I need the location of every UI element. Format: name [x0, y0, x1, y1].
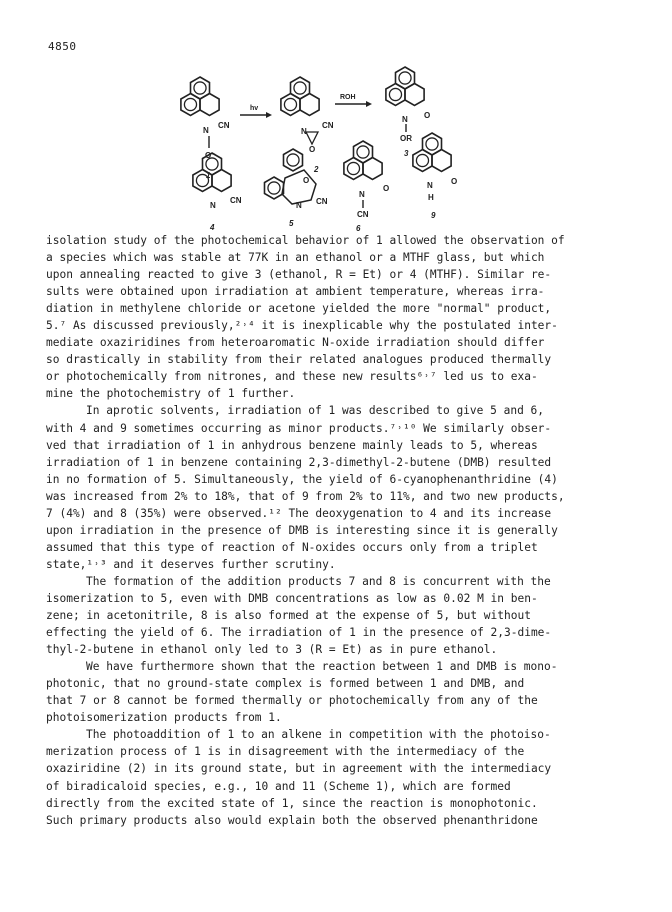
compound-5-ring-seven — [282, 170, 316, 204]
compound-4-n-label: N — [210, 201, 216, 210]
text-line: upon annealing reacted to give 3 (ethanol, R = Et) or 4 (MTHF). Similar re- — [46, 268, 552, 282]
compound-2-number: 2 — [314, 165, 319, 174]
page-number: 4850 — [48, 40, 77, 53]
text-line: with 4 and 9 sometimes occurring as minor products.⁷˒¹⁰ We similarly obser- — [46, 421, 552, 435]
compound-6-ring-left-aromatic-circle — [347, 162, 359, 174]
text-line: photoisomerization products from 1. — [46, 711, 282, 725]
text-line: 7 (4%) and 8 (35%) were observed.¹² The deoxygenation to 4 and its increase — [46, 506, 552, 520]
compound-9-ring-top-aromatic-circle — [426, 138, 438, 150]
compound-2-cn-label: CN — [322, 121, 334, 130]
compound-3-number: 3 — [404, 149, 409, 158]
compound-1-ring-left-aromatic-circle — [184, 98, 196, 110]
arrow-roh-label: ROH — [340, 94, 356, 101]
compound-4-number: 4 — [210, 223, 215, 232]
compound-9-o-label: O — [451, 177, 458, 186]
text-line: diation in methylene chloride or acetone yielded the more "normal" product, — [46, 302, 552, 316]
text-line: a species which was stable at 77K in an ethanol or a MTHF glass, but which — [46, 251, 545, 265]
text-line: was increased from 2% to 18%, that of 9 from 2% to 11%, and two new products, — [46, 489, 565, 503]
compound-1-ring-top-aromatic-circle — [194, 82, 206, 94]
compound-1-cn-label: CN — [218, 121, 230, 130]
text-line: effecting the yield of 6. The irradiation of 1 in the presence of 2,3-dime- — [46, 626, 552, 640]
text-line: assumed that this type of reaction of N-oxides occurs only from a triplet — [46, 540, 538, 554]
text-line: so drastically in stability from their related analogues produced thermally — [46, 353, 552, 367]
text-line: Such primary products also would explain both the observed phenanthridone — [46, 813, 538, 827]
compound-3-ring-top-aromatic-circle — [399, 72, 411, 84]
text-line: The photoaddition of 1 to an alkene in competition with the photoiso- — [86, 728, 551, 742]
compound-6-o-label: O — [383, 184, 390, 193]
text-line: isomerization to 5, even with DMB concentrations as low as 0.02 M in ben- — [46, 591, 538, 605]
compound-2-ring-hetero — [300, 94, 319, 116]
compound-3-n-label: N — [402, 115, 408, 124]
text-line: oxaziridine (2) in its ground state, but in agreement with the intermediacy — [46, 762, 552, 776]
compound-6-ring-top-aromatic-circle — [357, 146, 369, 158]
text-line: photonic, that no ground-state complex is formed between 1 and DMB, and — [46, 677, 525, 691]
text-line: irradiation of 1 in benzene containing 2,3-dimethyl-2-butene (DMB) resulted — [46, 455, 552, 469]
text-line: merization process of 1 is in disagreement with the intermediacy of the — [46, 745, 525, 759]
compound-2-ring-left-aromatic-circle — [284, 98, 296, 110]
reaction-scheme — [0, 60, 672, 235]
compound-4-cn-label: CN — [230, 196, 242, 205]
compound-9-h-label: H — [428, 193, 434, 202]
text-line: upon irradiation in the presence of DMB is interesting since it is generally — [46, 523, 558, 537]
compound-1-o-label: O⁻ — [205, 151, 216, 160]
text-line: directly from the excited state of 1, since the reaction is monophotonic. — [46, 796, 538, 810]
compound-1-ring-hetero — [200, 94, 219, 116]
text-line: mine the photochemistry of 1 further. — [46, 387, 296, 401]
compound-9-n-label: N — [427, 181, 433, 190]
compound-3-or-label: OR — [400, 134, 412, 143]
text-line: that 7 or 8 cannot be formed thermally or photochemically from any of the — [46, 694, 538, 708]
compound-6-number: 6 — [356, 224, 361, 233]
compound-2-ring-top-aromatic-circle — [294, 82, 306, 94]
compound-4-ring-hetero — [212, 170, 231, 192]
text-line: in no formation of 5. Simultaneously, the yield of 6-cyanophenanthridine (4) — [46, 472, 558, 486]
compound-5-cn-label: CN — [316, 197, 328, 206]
text-line: ved that irradiation of 1 in anhydrous benzene mainly leads to 5, whereas — [46, 438, 538, 452]
compound-4-ring-left-aromatic-circle — [196, 174, 208, 186]
text-line: mediate oxaziridines from heteroaromatic N-oxide irradiation should differ — [46, 336, 545, 350]
compound-3-ring-hetero — [405, 84, 424, 106]
compound-5-n-label: N — [296, 201, 302, 210]
compound-9-ring-hetero — [432, 150, 451, 172]
text-line: The formation of the addition products 7 and 8 is concurrent with the — [86, 574, 551, 588]
text-line: isolation study of the photochemical behavior of 1 allowed the observation of — [46, 234, 565, 247]
scheme-drawing — [0, 60, 672, 235]
compound-3-o-label: O — [424, 111, 431, 120]
compound-2-oxaziridine — [306, 132, 318, 144]
compound-9-number: 9 — [431, 211, 436, 220]
compound-9-ring-left-aromatic-circle — [416, 154, 428, 166]
text-line: zene; in acetonitrile, 8 is also formed at the expense of 5, but without — [46, 609, 531, 623]
compound-5-ring-left-aromatic-circle — [268, 182, 280, 194]
arrow-hv-head — [266, 112, 272, 118]
compound-5-ring-top-aromatic-circle — [287, 154, 299, 166]
compound-5-number: 5 — [289, 219, 294, 228]
body-text — [46, 232, 646, 829]
compound-2-o-label: O — [309, 145, 316, 154]
compound-6-n-label: N — [359, 190, 365, 199]
arrow-roh-head — [366, 101, 372, 107]
compound-3-ring-left-aromatic-circle — [389, 88, 401, 100]
compound-6-ring-hetero — [363, 158, 382, 180]
arrow-hv-label: hv — [250, 105, 259, 112]
text-line: state,¹˒³ and it deserves further scrutiny. — [46, 557, 336, 571]
text-line: of biradicaloid species, e.g., 10 and 11 (Scheme 1), which are formed — [46, 779, 511, 793]
compound-5-o-label: O — [303, 176, 310, 185]
text-line: or photochemically from nitrones, and these new results⁶˒⁷ led us to exa- — [46, 370, 538, 384]
text-line: thyl-2-butene in ethanol only led to 3 (R = Et) as in pure ethanol. — [46, 643, 498, 657]
compound-2-n-label: N — [301, 127, 307, 136]
text-line: 5.⁷ As discussed previously,²˒⁴ it is inexplicable why the postulated inter- — [46, 319, 558, 333]
text-line: In aprotic solvents, irradiation of 1 was described to give 5 and 6, — [86, 404, 545, 418]
compound-1-n-label: N — [203, 126, 209, 135]
compound-6-cn-label: CN — [357, 210, 369, 219]
text-line: We have furthermore shown that the reaction between 1 and DMB is mono- — [86, 660, 558, 674]
compound-1-number: 1 — [206, 171, 211, 180]
text-line: sults were obtained upon irradiation at ambient temperature, whereas irra- — [46, 285, 545, 299]
